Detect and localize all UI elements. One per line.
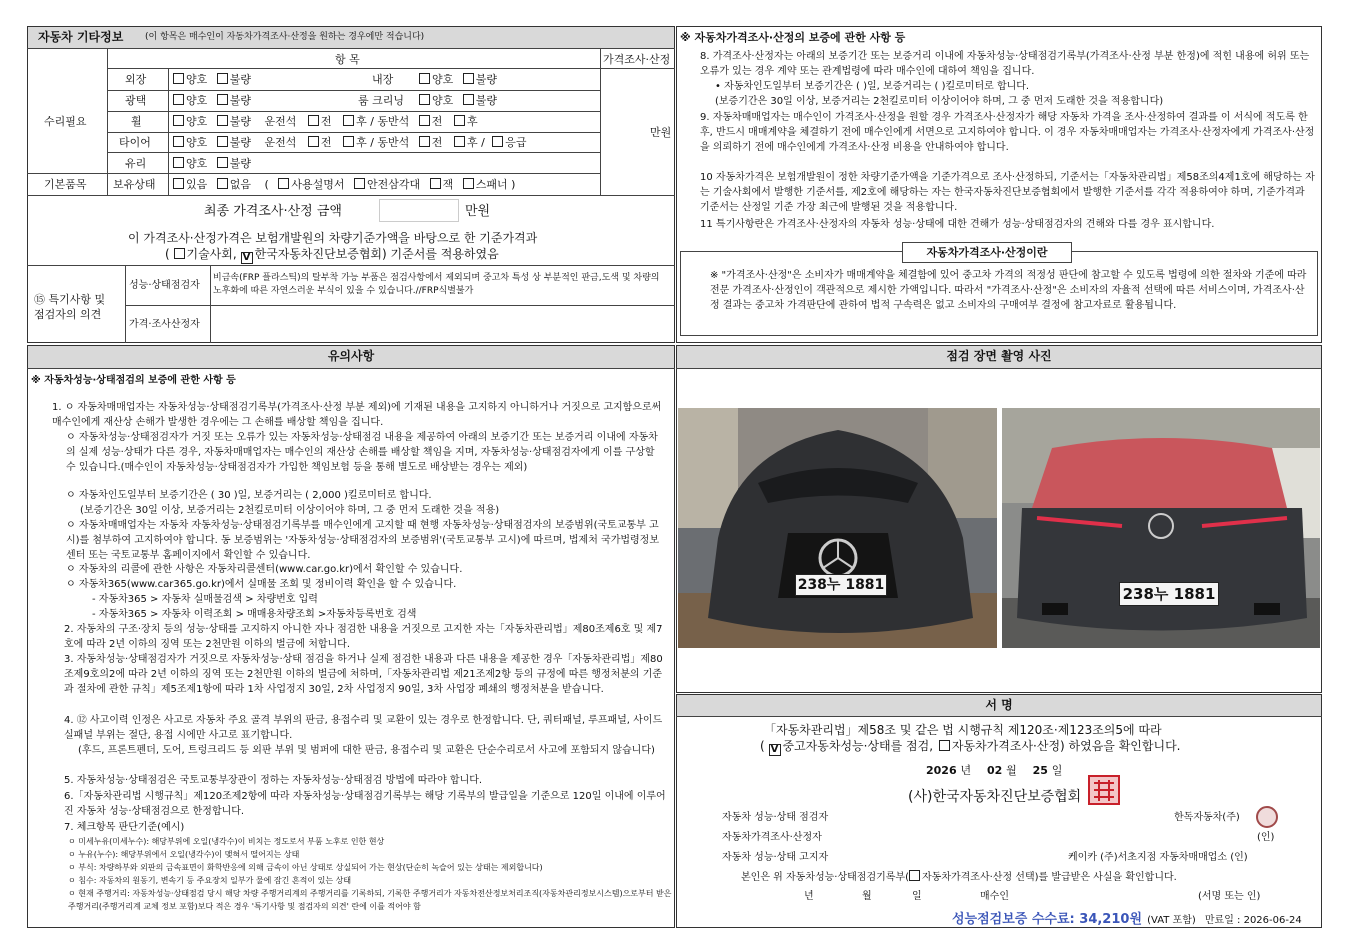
signature-line-2: ( V 중고자동차성능·상태를 점검, 자동차가격조사·산정) 하였음을 확인합니다. bbox=[760, 739, 1181, 755]
checkbox[interactable] bbox=[463, 73, 474, 84]
final-price-unit: 만원 bbox=[465, 204, 491, 219]
note-6: 6.「자동차관리법 시행규칙」제120조제2항에 따라 자동차성능·상태점검기록부는 해당 기록부의 발급일을 기준으로 120일 이내에 이루어진 자동차 성능·상태점검으로 한정합니다. bbox=[64, 791, 666, 817]
inspector-opinion-text: 비금속(FRP 플라스틱)의 탈부착 가능 부품은 점검사항에서 제외되며 중고차 특성 상 부분적인 판금,도색 및 차량의 노후화에 따른 자연스러운 부식이 있을 수 있습니다.//FRP식별불가 bbox=[213, 273, 660, 296]
checkbox[interactable] bbox=[454, 136, 465, 147]
signature-org: (사)한국자동차진단보증협회 bbox=[908, 789, 1082, 805]
photos-header: 점검 장면 촬영 사진 bbox=[677, 346, 1321, 368]
fee-amount: 성능점검보증 수수료: 34,210원 bbox=[952, 912, 1142, 927]
checkbox[interactable] bbox=[278, 178, 289, 189]
row-exterior-label: 외장 bbox=[125, 73, 147, 86]
checkbox[interactable] bbox=[173, 115, 184, 126]
buyer-sign-placeholder: (서명 또는 인) bbox=[1198, 891, 1261, 902]
definition-title: 자동차가격조사·산정이란 bbox=[902, 242, 1072, 263]
row-tire-label: 타이어 bbox=[119, 136, 151, 149]
note-1b: ㅇ 자동차성능·상태점검자가 거짓 또는 오류가 있는 자동차성능·상태점검 내용을 제공하여 아래의 보증기간 또는 보증거리 이내에 자동차의 실제 성능·상태가 다른 경우, 자동차매매업자는 매수인의 재산상 손해를 배상할 책임을 지며, 자동차성능·상태점검자에게 이를 구상할 수 있습니다.(매수인이 자동차성능·상태점검자가 가입한 책임보험 등을 통해 별도로 배상받는 경우는 제외) bbox=[66, 432, 658, 473]
checkbox[interactable] bbox=[173, 157, 184, 168]
checkbox[interactable] bbox=[217, 94, 228, 105]
row-owned-label: 보유상태 bbox=[113, 178, 156, 191]
clause-10: 10 자동차가격은 보험개발원이 정한 차량기준가액을 기준가격으로 조사·산정하되, 기준서는「자동차관리법」제58조의4제1호에 해당하는 자는 기술사회에서 발행한 기준서를, 제2호에 해당하는 자는 한국자동차진단보증협회에서 발행한 기준서를 각각 적용하여야 하며, 기준가격과 기준서는 산정일 기준 가장 최근에 발행된 것을 적용합니다. bbox=[700, 172, 1315, 213]
note-7c: ㅇ 부식: 차량하부와 외판의 금속표면이 화학반응에 의해 금속이 아닌 상태로 상실되어 가는 현상(단순히 녹슬어 있는 상태는 제외합니다) bbox=[68, 863, 543, 872]
clause-11: 11 특기사항란은 가격조사·산정자의 자동차 성능·상태에 대한 견해가 성능·상태점검자의 견해와 다를 경우 표시합니다. bbox=[700, 219, 1215, 230]
signature-line-1: 「자동차관리법」제58조 및 같은 법 시행규칙 제120조·제123조의5에 따라 bbox=[764, 723, 1162, 737]
expiry-date: 만료일 : 2026-06-24 bbox=[1204, 915, 1302, 926]
checkbox[interactable] bbox=[343, 115, 354, 126]
fee-line bbox=[952, 908, 1302, 927]
note-1g: ㅇ 자동차365(www.car365.go.kr)에서 실매물 조회 및 정비이력 확인을 할 수 있습니다. bbox=[66, 579, 457, 590]
row-glass-options: 양호 불량 bbox=[173, 156, 251, 171]
checkbox[interactable] bbox=[419, 94, 430, 105]
checkbox[interactable] bbox=[343, 136, 354, 147]
note-1f: ㅇ 자동차의 리콜에 관한 사항은 자동차리콜센터(www.car.go.kr)에서 확인할 수 있습니다. bbox=[66, 564, 463, 575]
checkbox[interactable] bbox=[217, 178, 228, 189]
checkbox[interactable] bbox=[354, 178, 365, 189]
note-5: 5. 자동차성능·상태점검은 국토교통부장관이 정하는 자동차성능·상태점검 방법에 따라야 합니다. bbox=[64, 775, 483, 786]
row-room-options: 양호 불량 bbox=[419, 93, 497, 108]
checkbox[interactable] bbox=[909, 870, 920, 881]
note-7b: ㅇ 누유(누수): 해당부위에서 오일(냉각수)이 맺혀서 떨어지는 상태 bbox=[68, 850, 300, 859]
checkbox[interactable] bbox=[308, 136, 319, 147]
rear-car-photo bbox=[1002, 408, 1320, 648]
rear-plate: 238누 1881 bbox=[1119, 582, 1219, 606]
price-unit: 만원 bbox=[650, 126, 672, 139]
checkbox[interactable] bbox=[463, 94, 474, 105]
inspector-row-value: 한독자동차(주) bbox=[1174, 812, 1240, 823]
clause-8: 8. 가격조사·산정자는 아래의 보증기간 또는 보증거리 이내에 자동차성능·상태점검기록부(가격조사·산정 부분 한정)에 적힌 내용에 허위 또는 오류가 있는 경우 계약 또는 관계법령에 따라 매수인에 대하여 책임을 집니다. bbox=[700, 51, 1310, 77]
note-4b: (후드, 프론트펜더, 도어, 트렁크리드 등 외판 부위 및 범퍼에 대한 판금, 용접수리 및 교환은 단순수리로서 사고에 포함되지 않습니다) bbox=[78, 745, 655, 756]
buyer-confirm-line: 본인은 위 자동차성능·상태점검기록부( 자동차가격조사·산정 선택)를 발급받은 사실을 확인합니다. bbox=[741, 872, 1177, 883]
car-front-image bbox=[678, 408, 997, 648]
checkbox[interactable] bbox=[939, 740, 950, 751]
other-info-subtitle: (이 항목은 매수인이 자동차가격조사·산정을 원하는 경우에만 적습니다) bbox=[145, 32, 425, 42]
signature-header: 서 명 bbox=[677, 695, 1321, 716]
checkbox[interactable] bbox=[174, 248, 185, 259]
checkbox[interactable] bbox=[217, 115, 228, 126]
row-room-label: 룸 크리닝 bbox=[358, 94, 405, 107]
checkbox[interactable] bbox=[173, 136, 184, 147]
row-owned-options: 있음 없음 ( 사용설명서 안전삼각대 잭 스패너 ) bbox=[173, 177, 515, 192]
checkbox[interactable] bbox=[492, 136, 503, 147]
checkbox[interactable] bbox=[419, 136, 430, 147]
buyer-date-month: 월 bbox=[862, 891, 872, 902]
note-3: 3. 자동차성능·상태점검자가 거짓으로 자동차성능·상태 점검을 하거나 실제 점검한 내용과 다른 내용을 제공한 경우「자동차관리법」제80조제9호의2에 따라 2년 이하의 징역 또는 2천만원 이하의 벌금에 처하며,「자동차관리법 제21조제2항 등의 규정에 따른 행정처분의 기준과 절차에 관한 규칙」제5조제1항에 따라 1차 사업정지 30일, 2차 사업정지 90일, 3차 사업장 폐쇄의 행정처분을 받습니다. bbox=[64, 654, 663, 695]
basis-line-2: ( 기술사회, V 한국자동차진단보증협회) 기준서를 적용하였음 bbox=[165, 247, 499, 263]
car-rear-image bbox=[1002, 408, 1320, 648]
checkbox[interactable] bbox=[217, 136, 228, 147]
row-tire-options: 양호 불량 운전석 전 후 / 동반석 전 후 / 응급 bbox=[173, 135, 527, 150]
inspector-seal bbox=[1256, 806, 1278, 828]
buyer-label: 매수인 bbox=[980, 891, 1009, 902]
note-1a: 1. ㅇ 자동차매매업자는 자동차성능·상태점검기록부(가격조사·산정 부분 제외)에 기재된 내용을 고지하지 아니하거나 거짓으로 고지함으로써 매수인에게 재산상 손해가 발생한 경우에는 그 손해를 배상할 책임을 집니다. bbox=[52, 402, 662, 428]
note-2: 2. 자동차의 구조·장치 등의 성능·상태를 고지하지 아니한 자나 점검한 내용을 거짓으로 고지한 자는「자동차관리법」제80조제6호 및 제7호에 따라 2년 이하의 징역 또는 2천만원 이하의 벌금에 처합니다. bbox=[64, 624, 663, 650]
association-seal bbox=[1088, 775, 1120, 805]
inspector-role-label: 성능·상태점검자 bbox=[129, 280, 200, 291]
notes-header: 유의사항 bbox=[28, 346, 674, 368]
repair-needed-label: 수리필요 bbox=[44, 115, 87, 128]
note-7d: ㅇ 침수: 자동차의 원동기, 변속기 등 주요장치 일부가 물에 잠긴 흔적이 있는 상태 bbox=[68, 876, 352, 885]
inspector-label: 가격·조사산정자 bbox=[129, 319, 200, 330]
inspector-row-label: 자동차 성능·상태 점검자 bbox=[722, 812, 829, 823]
checkbox-checked[interactable]: V bbox=[769, 744, 781, 756]
checkbox[interactable] bbox=[217, 157, 228, 168]
row-gloss-options: 양호 불량 bbox=[173, 93, 251, 108]
price-header: 가격조사·산정 bbox=[603, 53, 671, 66]
note-7a: ㅇ 미세누유(미세누수): 해당부위에 오일(냉각수)이 비치는 정도로서 부품 노후로 인한 현상 bbox=[68, 837, 385, 846]
row-wheel-options: 양호 불량 운전석 전 후 / 동반석 전 후 bbox=[173, 114, 478, 129]
checkbox[interactable] bbox=[419, 115, 430, 126]
special-remarks-label: ⑮ 특기사항 및 점검자의 의견 bbox=[34, 293, 106, 321]
note-1c: ㅇ 자동차인도일부터 보증기간은 ( 30 )일, 보증거리는 ( 2,000 )킬로미터로 합니다. bbox=[66, 490, 432, 501]
final-price-input[interactable] bbox=[379, 199, 459, 222]
note-7: 7. 체크항목 판단기준(예시) bbox=[64, 822, 185, 833]
price-guarantee-title: ※ 자동차가격조사·산정의 보증에 관한 사항 등 bbox=[680, 31, 906, 44]
note-1i: - 자동차365 > 자동차 이력조회 > 매매용차량조회 >자동차등록번호 검색 bbox=[92, 609, 417, 620]
checkbox[interactable] bbox=[419, 73, 430, 84]
buyer-date-year: 년 bbox=[804, 891, 814, 902]
notifier-row-value: 케이카 (주)서초지점 자동차매매업소 (인) bbox=[1068, 852, 1248, 863]
checkbox[interactable] bbox=[173, 178, 184, 189]
fee-vat: (VAT 포함) bbox=[1147, 915, 1196, 926]
row-wheel-label: 휠 bbox=[131, 115, 142, 128]
row-exterior-options: 양호 불량 bbox=[173, 72, 251, 87]
item-header: 항 목 bbox=[335, 53, 360, 66]
buyer-date-day: 일 bbox=[912, 891, 922, 902]
clause-8-note: (보증기간은 30일 이상, 보증거리는 2천킬로미터 이상이어야 하며, 그 중 먼저 도래한 것을 적용합니다) bbox=[715, 96, 1164, 107]
checkbox[interactable] bbox=[463, 178, 474, 189]
checkbox-checked[interactable]: V bbox=[241, 252, 253, 264]
clause-8-warranty: • 자동차인도일부터 보증기간은 ( )일, 보증거리는 ( )킬로미터로 합니다. bbox=[715, 81, 1030, 92]
note-1h: - 자동차365 > 자동차 실매물검색 > 차량번호 입력 bbox=[92, 594, 318, 605]
notifier-row-label: 자동차 성능·상태 고지자 bbox=[722, 852, 829, 863]
checkbox[interactable] bbox=[430, 178, 441, 189]
checkbox[interactable] bbox=[217, 73, 228, 84]
clause-9: 9. 자동차매매업자는 매수인이 가격조사·산정을 원할 경우 가격조사·산정자가 해당 자동차 가격을 조사·산정하여 결과를 이 서식에 적도록 한 후, 반드시 매매계약을 체결하기 전에 매수인에게 서면으로 고지하여야 합니다. 이 경우 자동차매매업자는 가격조사·산정자에게 가격조사·산정을 의뢰하기 전에 매수인에게 가격조사·산정 비용을 안내하여야 합니다. bbox=[700, 112, 1315, 153]
note-1d: (보증기간은 30일 이상, 보증거리는 2천킬로미터 이상이어야 하며, 그 중 먼저 도래한 것을 적용) bbox=[80, 505, 500, 516]
note-1e: ㅇ 자동차매매업자는 자동차 자동차성능·상태점검기록부를 매수인에게 고지할 때 현행 자동차성능·상태점검자의 보증범위(국토교통부 고시)를 첨부하여 고지하여야 합니다. 동 보증범위는 '자동차성능·상태점검자의 보증범위'(국토교통부 고시)에 따르며, 법제처 국가법령정보센터 또는 국토교통부 홈페이지에서 확인할 수 있습니다. bbox=[66, 520, 660, 561]
row-gloss-label: 광택 bbox=[125, 94, 147, 107]
row-interior-options: 양호 불량 bbox=[419, 72, 497, 87]
basis-line-1: 이 가격조사·산정가격은 보험개발원의 차량기준가액을 바탕으로 한 기준가격과 bbox=[128, 231, 538, 245]
notes-title: ※ 자동차성능·상태점검의 보증에 관한 사항 등 bbox=[31, 375, 236, 386]
note-4: 4. ⑫ 사고이력 인정은 사고로 자동차 주요 골격 부위의 판금, 용접수리 및 교환이 있는 경우로 한정합니다. 단, 쿼터패널, 루프패널, 사이드실패널 부위는 절단, 용접 시에만 사고로 표기합니다. bbox=[64, 715, 663, 741]
definition-text: ※ "가격조사·산정"은 소비자가 매매계약을 체결함에 있어 중고차 가격의 적정성 판단에 참고할 수 있도록 법령에 의한 절차와 기준에 따라 전문 가격조사·산정인이 객관적으로 제시한 가액입니다. 따라서 "가격조사·산정"은 소비자의 자율적 선택에 따른 서비스이며, 가격조사·산정 결과는 중고차 가격판단에 관하여 법적 구속력은 없고 소비자의 구매여부 결정에 참고자료로 활용됩니다. bbox=[710, 270, 1307, 311]
front-plate: 238누 1881 bbox=[795, 574, 887, 596]
price-inspector-row-label: 자동차가격조사·산정자 bbox=[722, 832, 822, 843]
checkbox[interactable] bbox=[308, 115, 319, 126]
price-inspector-row-value: (인) bbox=[1257, 832, 1275, 843]
other-info-title: 자동차 기타정보 bbox=[38, 30, 124, 44]
basic-items-label: 기본품목 bbox=[44, 178, 87, 191]
signature-date: 2026 년 02 월 25 일 bbox=[926, 764, 1063, 777]
checkbox[interactable] bbox=[173, 73, 184, 84]
front-car-photo bbox=[678, 408, 997, 648]
checkbox[interactable] bbox=[173, 94, 184, 105]
note-7e: ㅇ 현재 주행거리: 자동차성능·상태점검 당시 해당 차량 주행거리계의 주행거리를 기록하되, 기록한 주행거리가 자동차전산정보처리조직(자동차관리정보시스템)으로부터 받은 주행거리(주행거리계 교체 정보 포함)보다 적은 경우 '특기사항 및 점검자의 의견' 란에 이를 적어야 함 bbox=[68, 889, 672, 911]
checkbox[interactable] bbox=[454, 115, 465, 126]
row-glass-label: 유리 bbox=[125, 157, 147, 170]
row-interior-label: 내장 bbox=[372, 73, 394, 86]
final-price-label: 최종 가격조사·산정 금액 bbox=[204, 204, 342, 219]
